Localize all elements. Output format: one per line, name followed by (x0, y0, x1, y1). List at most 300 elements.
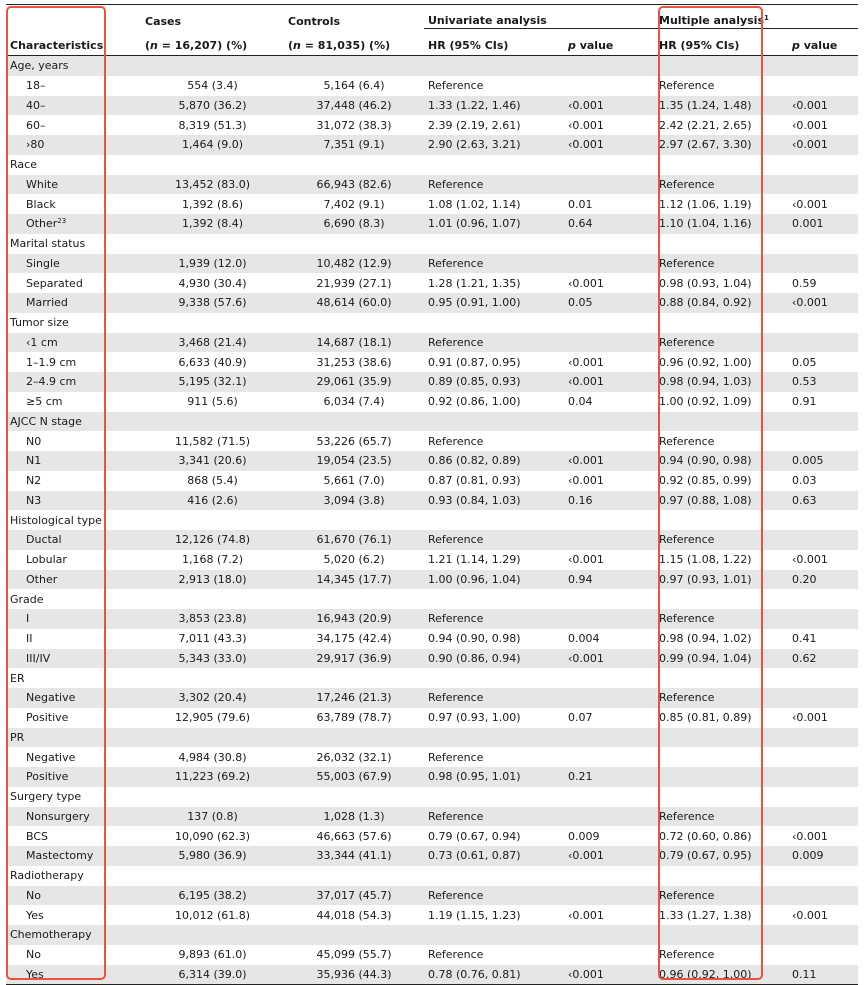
empty-cell (655, 787, 788, 807)
empty-cell (284, 787, 424, 807)
row-label-text: Negative (26, 691, 76, 705)
empty-cell (655, 510, 788, 530)
univariate-p-cell: ‹0.001 (564, 649, 655, 669)
row-label-text: Single (26, 256, 60, 270)
multiple-hr-cell: 0.97 (0.88, 1.08) (655, 491, 788, 511)
multiple-p-cell: 0.001 (788, 214, 858, 234)
empty-cell (655, 234, 788, 254)
univariate-p-cell: ‹0.001 (568, 118, 604, 132)
univariate-hr-cell: Reference (428, 750, 484, 764)
multiple-p-cell: 0.03 (792, 474, 817, 488)
row-label-text: I (26, 612, 30, 626)
univariate-p-cell: 0.21 (564, 767, 655, 787)
empty-cell (788, 234, 858, 254)
cases-cell: 416 (2.6) (141, 491, 284, 511)
cases-cell: 4,984 (30.8) (178, 750, 247, 764)
univariate-hr-cell: 1.19 (1.15, 1.23) (428, 908, 521, 922)
cases-cell: 3,341 (20.6) (141, 451, 284, 471)
empty-cell (655, 56, 788, 76)
univariate-hr-cell: Reference (424, 688, 564, 708)
row-label (6, 214, 141, 234)
row-label-text: N1 (26, 454, 42, 468)
empty-cell (564, 668, 655, 688)
row-label-text: 60– (26, 118, 46, 132)
multiple-hr-cell: 0.79 (0.67, 0.95) (655, 846, 788, 866)
empty-cell (655, 412, 788, 432)
cases-cell: 3,853 (23.8) (141, 609, 284, 629)
multiple-hr-cell: 0.97 (0.93, 1.01) (655, 570, 788, 590)
empty-cell (141, 589, 284, 609)
controls-cell: 33,344 (41.1) (284, 846, 424, 866)
univariate-hr-cell: 0.89 (0.85, 0.93) (424, 372, 564, 392)
row-label (6, 965, 141, 985)
table-row (6, 135, 858, 155)
multiple-hr-cell: 1.15 (1.08, 1.22) (659, 553, 752, 567)
multiple-hr-cell: 0.92 (0.85, 0.99) (659, 474, 752, 488)
empty-cell (284, 155, 424, 175)
univariate-hr-cell: Reference (428, 79, 484, 93)
multiple-p-cell: ‹0.001 (792, 908, 828, 922)
empty-cell (788, 787, 858, 807)
header-multiple-hr: HR (95% CIs) (655, 29, 788, 56)
row-label-text: Black (26, 197, 56, 211)
multiple-p-cell (788, 807, 858, 827)
controls-cell: 10,482 (12.9) (284, 254, 424, 274)
univariate-p-cell: 0.64 (564, 214, 655, 234)
multiple-p-cell (788, 945, 858, 965)
row-label-text: 1–1.9 cm (26, 355, 77, 369)
univariate-hr-cell: 2.39 (2.19, 2.61) (428, 118, 521, 132)
table-row (6, 649, 858, 669)
multiple-p-cell: ‹0.001 (792, 711, 828, 725)
controls-cell: 37,448 (46.2) (284, 96, 424, 116)
empty-cell (424, 866, 564, 886)
row-label-text: N0 (26, 434, 42, 448)
row-label-text: Other (26, 572, 58, 586)
table-row (6, 846, 858, 866)
table-row (6, 392, 858, 412)
empty-cell (424, 155, 564, 175)
univariate-p-cell: 0.07 (568, 711, 593, 725)
cases-cell: 12,905 (79.6) (174, 711, 251, 725)
cases-cell: 1,939 (12.0) (141, 254, 284, 274)
multiple-p-cell (788, 609, 858, 629)
univariate-hr-cell: 0.94 (0.90, 0.98) (428, 632, 521, 646)
univariate-hr-cell: Reference (428, 948, 484, 962)
header-characteristics: Characteristics (6, 29, 141, 56)
multiple-hr-cell: Reference (659, 948, 715, 962)
univariate-hr-cell: 1.08 (1.02, 1.14) (428, 197, 521, 211)
table-row (6, 708, 858, 728)
controls-cell: 48,614 (60.0) (284, 293, 424, 313)
row-label-sup: 23 (57, 217, 67, 226)
multiple-hr-cell: Reference (655, 688, 788, 708)
multiple-p-cell: 0.91 (792, 395, 817, 409)
table-row (6, 609, 858, 629)
multiple-hr-cell: 0.72 (0.60, 0.86) (659, 829, 752, 843)
cases-cell: 9,893 (61.0) (178, 948, 247, 962)
multiple-p-cell (788, 530, 858, 550)
empty-cell (655, 155, 788, 175)
univariate-hr-cell: 1.28 (1.21, 1.35) (428, 276, 521, 290)
multiple-hr-cell: 1.10 (1.04, 1.16) (655, 214, 788, 234)
multiple-hr-cell: 0.98 (0.93, 1.04) (659, 276, 752, 290)
multiple-hr-cell: 1.12 (1.06, 1.19) (659, 197, 752, 211)
cases-cell: 11,582 (71.5) (174, 434, 251, 448)
multiple-p-cell: ‹0.001 (792, 197, 828, 211)
univariate-hr-cell: 1.01 (0.96, 1.07) (424, 214, 564, 234)
cases-cell: 554 (3.4) (187, 79, 238, 93)
multiple-p-cell (788, 688, 858, 708)
row-label-text: Married (26, 296, 68, 310)
row-label-text: ≥5 cm (26, 395, 63, 409)
univariate-p-cell: 0.04 (568, 395, 593, 409)
multiple-p-cell: 0.009 (788, 846, 858, 866)
multiple-hr-cell: Reference (655, 609, 788, 629)
row-label (6, 194, 141, 214)
multiple-p-cell (788, 175, 858, 195)
multiple-hr-cell: Reference (659, 79, 715, 93)
multiple-p-cell: ‹0.001 (788, 96, 858, 116)
controls-cell: 55,003 (67.9) (284, 767, 424, 787)
row-label (6, 846, 141, 866)
empty-cell (788, 668, 858, 688)
table-row (6, 214, 858, 234)
empty-cell (284, 234, 424, 254)
univariate-hr-cell: 0.97 (0.93, 1.00) (428, 711, 521, 725)
cases-cell: 10,012 (61.8) (174, 908, 251, 922)
group-row (6, 510, 858, 530)
univariate-hr-cell: 0.93 (0.84, 1.03) (424, 491, 564, 511)
univariate-hr-cell: Reference (424, 886, 564, 906)
empty-cell (564, 155, 655, 175)
empty-cell (655, 313, 788, 333)
row-label (6, 352, 141, 372)
empty-cell (141, 412, 284, 432)
univariate-hr-cell: Reference (424, 609, 564, 629)
table-row (6, 629, 858, 649)
cases-cell: 1,392 (8.4) (141, 214, 284, 234)
empty-cell (141, 56, 284, 76)
table-row (6, 550, 858, 570)
univariate-p-cell: 0.004 (568, 632, 600, 646)
cases-cell: 5,343 (33.0) (141, 649, 284, 669)
row-label-text: Mastectomy (26, 849, 94, 863)
table-row (6, 352, 858, 372)
table-header (6, 5, 858, 56)
table-row (6, 451, 858, 471)
empty-cell (788, 866, 858, 886)
table-row (6, 807, 858, 827)
row-label-text: Positive (26, 770, 69, 784)
group-row (6, 728, 858, 748)
cases-cell: 3,468 (21.4) (141, 333, 284, 353)
row-label (6, 886, 141, 906)
table-row (6, 372, 858, 392)
multiple-p-cell: ‹0.001 (792, 829, 828, 843)
table-row (6, 471, 858, 491)
header-controls-title: Controls (284, 5, 424, 29)
empty-cell (284, 313, 424, 333)
univariate-hr-cell: 1.21 (1.14, 1.29) (428, 553, 521, 567)
table-row (6, 530, 858, 550)
table-row (6, 76, 858, 96)
empty-cell (141, 234, 284, 254)
empty-cell (788, 56, 858, 76)
cases-cell: 7,011 (43.3) (178, 632, 247, 646)
empty-cell (424, 589, 564, 609)
cases-cell: 6,314 (39.0) (141, 965, 284, 985)
univariate-hr-cell: 0.79 (0.67, 0.94) (428, 829, 521, 843)
controls-cell: 46,663 (57.6) (316, 829, 392, 843)
empty-cell (788, 925, 858, 945)
multiple-p-cell: 0.20 (788, 570, 858, 590)
header-spacer (6, 5, 141, 29)
group-label: Race (10, 158, 37, 172)
table-row (6, 431, 858, 451)
univariate-p-cell (564, 886, 655, 906)
univariate-p-cell (564, 747, 655, 767)
multiple-hr-cell: Reference (655, 530, 788, 550)
group-row (6, 925, 858, 945)
cases-cell: 5,195 (32.1) (141, 372, 284, 392)
row-label-text: ‹1 cm (26, 335, 58, 349)
controls-cell: 21,939 (27.1) (316, 276, 392, 290)
multiple-hr-cell (655, 767, 788, 787)
row-label (6, 807, 141, 827)
empty-cell (788, 728, 858, 748)
group-label: Marital status (10, 237, 86, 251)
univariate-hr-cell: Reference (424, 530, 564, 550)
univariate-hr-cell: Reference (424, 333, 564, 353)
controls-cell: 6,690 (8.3) (284, 214, 424, 234)
univariate-p-cell: 0.01 (568, 197, 593, 211)
controls-cell: 17,246 (21.3) (284, 688, 424, 708)
header-multiple-sup: 1 (764, 14, 769, 22)
table-row (6, 747, 858, 767)
multiple-p-cell (788, 333, 858, 353)
cases-cell: 11,223 (69.2) (141, 767, 284, 787)
table-row (6, 96, 858, 116)
multiple-hr-cell: Reference (655, 333, 788, 353)
univariate-p-cell (564, 76, 655, 96)
cases-cell: 868 (5.4) (187, 474, 238, 488)
empty-cell (564, 728, 655, 748)
controls-cell: 35,936 (44.3) (284, 965, 424, 985)
row-label-text: 2–4.9 cm (26, 375, 77, 389)
row-label-text: Separated (26, 276, 83, 290)
row-label (6, 708, 141, 728)
row-label (6, 392, 141, 412)
univariate-p-cell (564, 807, 655, 827)
univariate-p-cell (564, 688, 655, 708)
row-label (6, 688, 141, 708)
group-label: PR (6, 728, 141, 748)
row-label (6, 372, 141, 392)
row-label-text: N2 (26, 474, 42, 488)
group-label: Radiotherapy (10, 869, 84, 883)
univariate-p-cell: ‹0.001 (568, 908, 604, 922)
univariate-hr-cell: 0.90 (0.86, 0.94) (424, 649, 564, 669)
empty-cell (564, 412, 655, 432)
controls-cell: 44,018 (54.3) (316, 908, 392, 922)
empty-cell (788, 155, 858, 175)
controls-cell: 31,072 (38.3) (316, 118, 392, 132)
row-label (6, 76, 141, 96)
group-row (6, 56, 858, 76)
empty-cell (564, 589, 655, 609)
multiple-p-cell (788, 431, 858, 451)
univariate-p-cell: ‹0.001 (564, 965, 655, 985)
empty-cell (788, 589, 858, 609)
row-label (6, 905, 141, 925)
controls-cell: 34,175 (42.4) (316, 632, 392, 646)
row-label-text: ›80 (26, 138, 45, 152)
row-label-text: BCS (26, 829, 49, 843)
row-label-text: Yes (26, 908, 44, 922)
cases-cell: 9,338 (57.6) (141, 293, 284, 313)
empty-cell (788, 412, 858, 432)
row-label-text: Nonsurgery (26, 809, 90, 823)
controls-cell: 29,917 (36.9) (284, 649, 424, 669)
controls-cell: 29,061 (35.9) (284, 372, 424, 392)
multiple-hr-cell: Reference (655, 254, 788, 274)
multiple-p-cell (788, 76, 858, 96)
cases-cell: 5,980 (36.9) (141, 846, 284, 866)
table-row (6, 688, 858, 708)
table-row (6, 826, 858, 846)
cases-cell: 6,195 (38.2) (141, 886, 284, 906)
row-label (6, 767, 141, 787)
row-label-text: II (26, 632, 33, 646)
empty-cell (788, 313, 858, 333)
controls-cell: 5,661 (7.0) (323, 474, 385, 488)
empty-cell (655, 668, 788, 688)
controls-cell: 53,226 (65.7) (316, 434, 392, 448)
empty-cell (564, 56, 655, 76)
table-row (6, 175, 858, 195)
table-row (6, 194, 858, 214)
empty-cell (424, 412, 564, 432)
table-row (6, 945, 858, 965)
header-multiple-p: p value (788, 29, 858, 56)
table-row (6, 905, 858, 925)
multiple-p-cell: ‹0.001 (788, 135, 858, 155)
row-label (6, 273, 141, 293)
univariate-p-cell: ‹0.001 (564, 372, 655, 392)
group-label: Chemotherapy (6, 925, 141, 945)
row-label-text: White (26, 177, 58, 191)
multiple-hr-cell: 0.99 (0.94, 1.04) (655, 649, 788, 669)
univariate-p-cell: ‹0.001 (564, 96, 655, 116)
row-label (6, 471, 141, 491)
empty-cell (141, 866, 284, 886)
empty-cell (284, 925, 424, 945)
univariate-p-cell: ‹0.001 (568, 355, 604, 369)
univariate-p-cell (564, 945, 655, 965)
row-label (6, 550, 141, 570)
univariate-p-cell: 0.16 (564, 491, 655, 511)
group-label: Surgery type (10, 790, 82, 804)
row-label-text: Yes (26, 967, 44, 981)
univariate-p-cell (564, 530, 655, 550)
empty-cell (141, 510, 284, 530)
univariate-p-cell: ‹0.001 (564, 451, 655, 471)
empty-cell (424, 787, 564, 807)
cases-cell: 6,633 (40.9) (178, 355, 247, 369)
empty-cell (564, 510, 655, 530)
multiple-hr-cell: Reference (655, 175, 788, 195)
group-label: Grade (10, 592, 44, 606)
multiple-p-cell: 0.05 (792, 355, 817, 369)
univariate-p-cell: ‹0.001 (568, 474, 604, 488)
table-row (6, 254, 858, 274)
cases-cell: 1,392 (8.6) (181, 197, 244, 211)
multiple-p-cell: 0.41 (792, 632, 817, 646)
univariate-p-cell (564, 333, 655, 353)
multiple-p-cell: ‹0.001 (792, 553, 828, 567)
controls-cell: 7,351 (9.1) (284, 135, 424, 155)
controls-cell: 14,687 (18.1) (284, 333, 424, 353)
row-label (6, 333, 141, 353)
multiple-hr-cell: Reference (655, 886, 788, 906)
controls-cell: 14,345 (17.7) (284, 570, 424, 590)
multiple-hr-cell: 0.96 (0.92, 1.00) (659, 355, 752, 369)
row-label-text: Ductal (26, 533, 62, 547)
controls-cell: 66,943 (82.6) (284, 175, 424, 195)
empty-cell (284, 589, 424, 609)
multiple-hr-cell: 0.96 (0.92, 1.00) (655, 965, 788, 985)
empty-cell (424, 925, 564, 945)
univariate-hr-cell: 0.95 (0.91, 1.00) (424, 293, 564, 313)
group-label: Tumor size (10, 316, 69, 330)
univariate-hr-cell: 1.00 (0.96, 1.04) (424, 570, 564, 590)
row-label (6, 609, 141, 629)
multiple-hr-cell: 0.94 (0.90, 0.98) (655, 451, 788, 471)
group-row (6, 155, 858, 175)
controls-cell: 63,789 (78.7) (316, 711, 392, 725)
multiple-hr-cell: 0.98 (0.94, 1.03) (655, 372, 788, 392)
empty-cell (655, 866, 788, 886)
univariate-p-cell: ‹0.001 (564, 135, 655, 155)
univariate-hr-cell: 0.87 (0.81, 0.93) (428, 474, 521, 488)
empty-cell (655, 728, 788, 748)
group-row (6, 866, 858, 886)
group-row (6, 234, 858, 254)
empty-cell (424, 56, 564, 76)
empty-cell (564, 866, 655, 886)
empty-cell (564, 787, 655, 807)
controls-cell: 1,028 (1.3) (284, 807, 424, 827)
univariate-hr-cell: 0.98 (0.95, 1.01) (424, 767, 564, 787)
multiple-hr-cell: 0.98 (0.94, 1.02) (659, 632, 752, 646)
cases-cell: 10,090 (62.3) (174, 829, 251, 843)
header-multiple: Multiple analysis$^1$ (655, 5, 858, 29)
empty-cell (284, 866, 424, 886)
univariate-p-cell: 0.009 (568, 829, 600, 843)
cases-cell: 137 (0.8) (141, 807, 284, 827)
row-label-text: Lobular (26, 553, 67, 567)
table-row (6, 491, 858, 511)
controls-cell: 5,164 (6.4) (323, 79, 385, 93)
multiple-hr-cell: 0.88 (0.84, 0.92) (655, 293, 788, 313)
row-label (6, 254, 141, 274)
row-label (6, 570, 141, 590)
empty-cell (141, 313, 284, 333)
cases-cell: 1,168 (7.2) (181, 553, 244, 567)
multiple-hr-cell: Reference (655, 807, 788, 827)
row-label-text: Other (26, 217, 58, 231)
